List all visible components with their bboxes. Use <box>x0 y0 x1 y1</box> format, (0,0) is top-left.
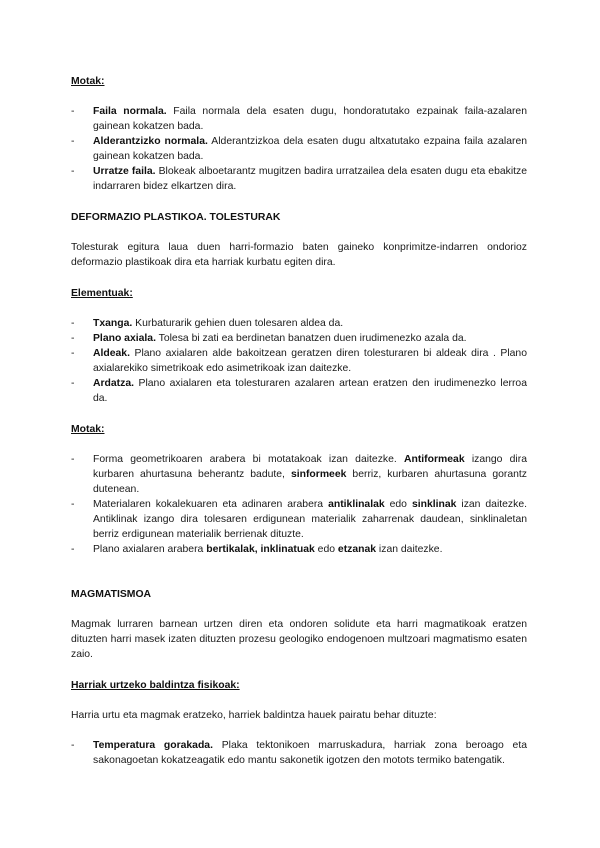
text-run: Materialaren kokalekuaren eta adinaren arabera <box>93 499 329 510</box>
section-heading-magmatismoa: MAGMATISMOA <box>71 589 152 600</box>
term: Urratze faila. <box>93 166 156 177</box>
bold-term: Antiformeak <box>403 454 465 465</box>
bold-term: antiklinalak <box>328 499 385 510</box>
text-run: edo <box>314 544 338 555</box>
definition: Alderantzizkoa dela esaten dugu altxatutako ezpaina faila azalaren gainean kokatzen bada. <box>93 136 528 162</box>
list-item <box>71 738 527 768</box>
fold-types-list <box>71 452 527 557</box>
term: Plano axiala. <box>93 333 156 344</box>
text-run: izan daitezke. Antiklinak izango dira tolesaren erdigunean materialik zaharrenak daudean, sinklinaletan berriz erdigunean materialik berrienak dituzte. <box>93 499 527 540</box>
definition: Plaka tektonikoen marruskadura, harriak zona beroago eta sakonagoetan kokatzeagatik edo mantu sakonetik igotzen den motots termiko batengatik. <box>93 740 527 766</box>
bullet-dash: - <box>71 106 75 117</box>
definition: Plano axialaren alde bakoitzean geratzen diren tolesturaren bi aldeak dira . Plano axialarekiko simetrikoak edo asimetrikoak izan daitezke. <box>93 348 527 374</box>
bullet-dash: - <box>71 136 75 147</box>
paragraph: Harria urtu eta magmak eratzeko, harriek baldintza hauek pairatu behar dituzte: <box>71 710 437 721</box>
definition: Plano axialaren eta tolesturaren azalaren artean eratzen den irudimenezko lerroa da. <box>93 378 527 404</box>
list-item <box>71 542 527 557</box>
list-item <box>71 452 527 497</box>
section-heading-elementuak: Elementuak: <box>71 288 133 299</box>
section-heading-motak: Motak: <box>71 424 105 435</box>
term: Txanga. <box>93 318 133 329</box>
term: Aldeak. <box>93 348 130 359</box>
list-item <box>71 316 527 331</box>
list-item <box>71 164 527 194</box>
paragraph: Magmak lurraren barnean urtzen diren eta ondoren solidute eta harri magmatikoak eratzen dituzten harri masek izaten dituzten prozesu geologiko endogenoen multzoari magmatismo esaten zaio. <box>71 619 527 660</box>
text-run: Forma geometrikoaren arabera bi motatakoak izan daitezke. <box>93 454 404 465</box>
text-run: Plano axialaren arabera <box>93 544 207 555</box>
list-item <box>71 346 527 376</box>
bullet-dash: - <box>71 740 75 751</box>
text-run: edo <box>384 499 412 510</box>
paragraph: Tolesturak egitura laua duen harri-formazio baten gaineko konprimitze-indarren ondorioz deformazio plastikoak dira eta harriak kurbatu egiten dira. <box>71 242 527 268</box>
list-item <box>71 376 527 406</box>
text-run: izango dira kurbaren ahurtasuna beherantz badute, <box>93 454 527 480</box>
bullet-dash: - <box>71 378 75 389</box>
text-run: berriz, kurbaren ahurtasuna gorantz dutenean. <box>93 469 527 495</box>
section-heading-motak: Motak: <box>71 76 105 87</box>
definition: Tolesa bi zati ea berdinetan banatzen duen irudimenezko azala da. <box>155 333 467 344</box>
list-item <box>71 497 527 542</box>
bullet-dash: - <box>71 348 75 359</box>
bullet-dash: - <box>71 499 75 510</box>
text-run: izan daitezke. <box>376 544 443 555</box>
term: Ardatza. <box>93 378 134 389</box>
list-item <box>71 134 527 164</box>
bullet-dash: - <box>71 454 75 465</box>
term: Temperatura gorakada. <box>93 740 213 751</box>
list-item <box>71 104 527 134</box>
bullet-dash: - <box>71 318 75 329</box>
definition: Faila normala dela esaten dugu, hondoratutako ezpainak faila-azalaren gainean kokatzen bada. <box>93 106 527 132</box>
bullet-dash: - <box>71 333 75 344</box>
section-heading-deformazio: DEFORMAZIO PLASTIKOA. TOLESTURAK <box>71 212 281 223</box>
document-page <box>71 74 527 768</box>
bold-term: bertikalak, inklinatuak <box>206 544 315 555</box>
bullet-dash: - <box>71 544 75 555</box>
bold-term: sinformeek <box>290 469 347 480</box>
term: Faila normala. <box>93 106 167 117</box>
bold-term: sinklinak <box>411 499 457 510</box>
definition: Blokeak alboetarantz mugitzen badira urratzailea dela esaten dugu eta ebakitze indarraren bidez elkartzen dira. <box>93 166 527 192</box>
bullet-dash: - <box>71 166 75 177</box>
list-item <box>71 331 527 346</box>
conditions-list <box>71 738 527 768</box>
fold-elements-list <box>71 316 527 406</box>
section-heading-baldintza: Harriak urtzeko baldintza fisikoak: <box>71 680 240 691</box>
fault-types-list <box>71 104 527 194</box>
bold-term: etzanak <box>337 544 377 555</box>
term: Alderantzizko normala. <box>93 136 208 147</box>
definition: Kurbaturarik gehien duen tolesaren aldea da. <box>132 318 344 329</box>
